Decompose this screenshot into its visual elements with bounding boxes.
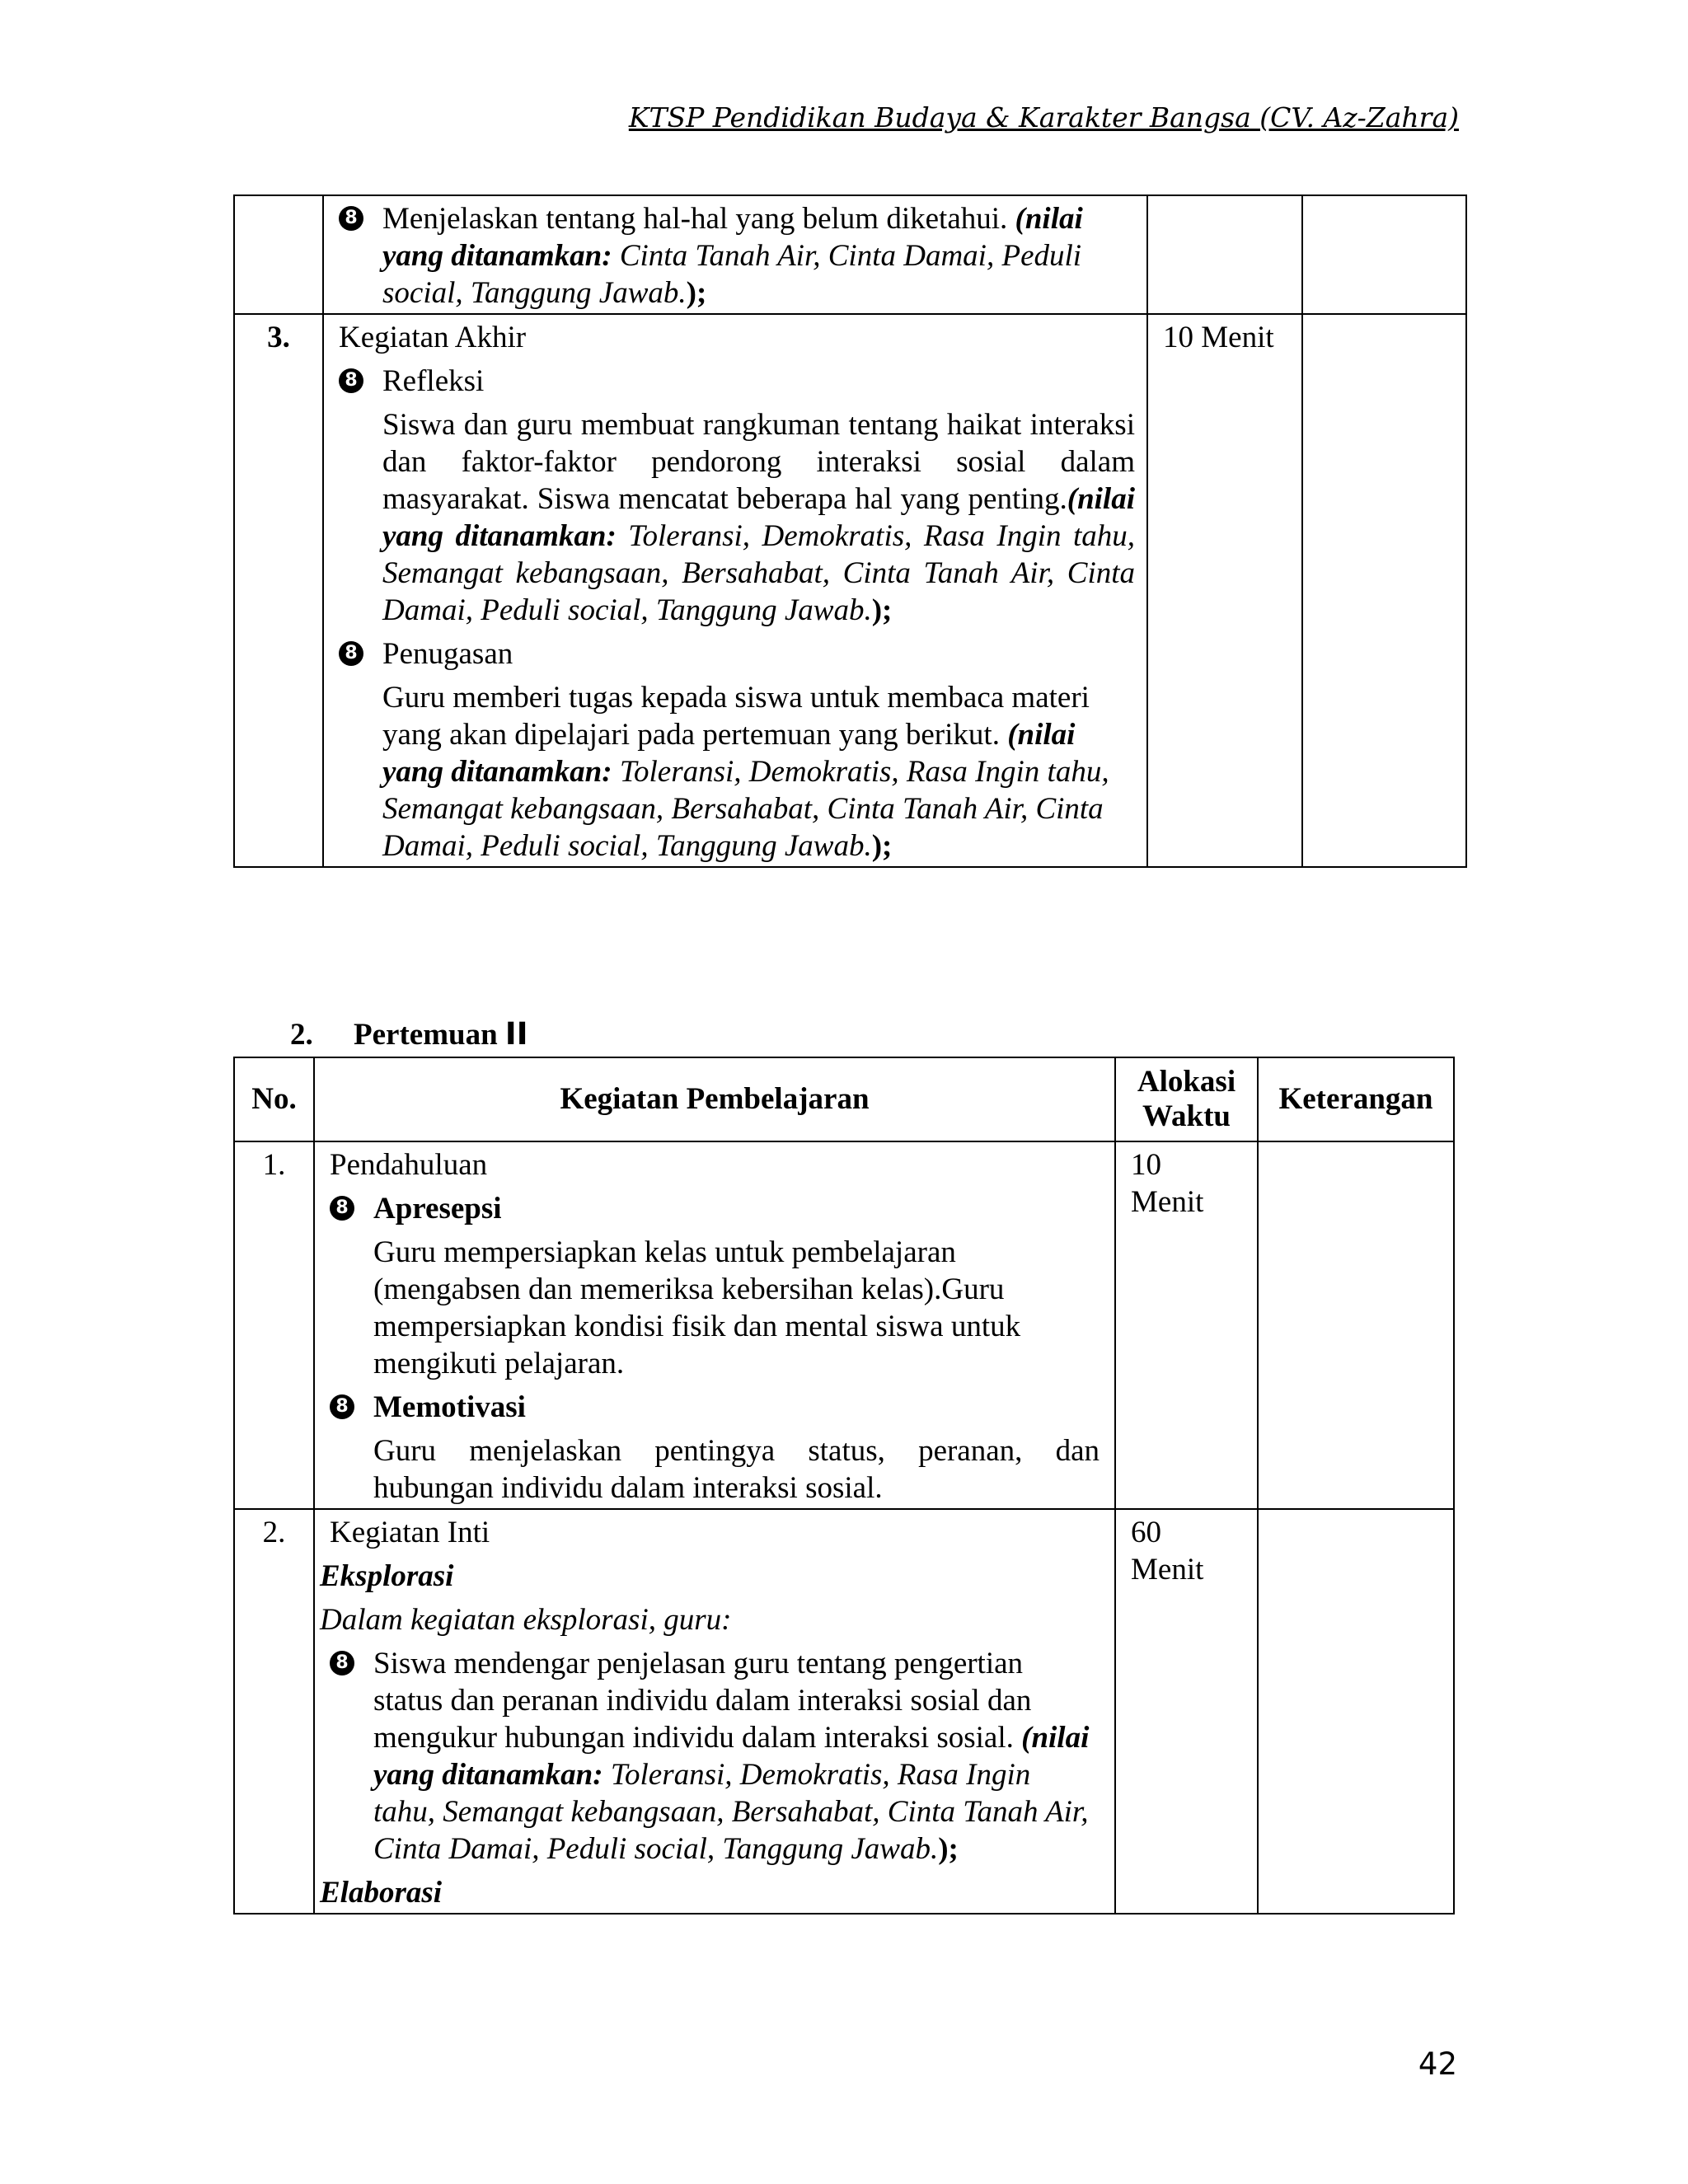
section-title: 2. Pertemuan II: [290, 1016, 528, 1052]
time-cell: 10 Menit: [1147, 314, 1302, 867]
activity-title: Kegiatan Inti: [330, 1516, 490, 1549]
table-header-row: [234, 1057, 1454, 1141]
activity-cell: [323, 195, 1147, 314]
bullet-icon: 8: [339, 206, 363, 231]
column-header-no: No.: [234, 1057, 314, 1141]
list-item: 8 Apresepsi: [320, 1190, 1100, 1227]
time-cell: [1147, 195, 1302, 314]
note-cell: [1302, 195, 1466, 314]
list-item: 8 Refleksi: [329, 363, 1135, 400]
number-cell: 3.: [234, 314, 323, 867]
activity-cell: [314, 1141, 1115, 1509]
list-item: 8 Menjelaskan tentang hal-hal yang belum diketahui. (nilai yang ditanamkan: Cinta Tanah Air, Cinta Damai, Peduli social, Tanggung Jawab.);: [329, 200, 1135, 312]
elaborasi-title: Elaborasi: [320, 1876, 443, 1910]
penugasan-text: Guru memberi tugas kepada siswa untuk membaca materi yang akan dipelajari pada pertemuan yang berikut. (nilai yang ditanamkan: Toleransi, Demokratis, Rasa Ingin tahu, Semangat kebangsaan, Bersahabat, Cinta Tanah Air, Cinta Damai, Peduli social, Tanggung Jawab.);: [382, 681, 1109, 863]
eksplorasi-intro: Dalam kegiatan eksplorasi, guru:: [320, 1603, 732, 1637]
eksplorasi-title: Eksplorasi: [320, 1559, 454, 1593]
bullet-icon: 8: [330, 1651, 354, 1675]
activity-title: Kegiatan Akhir: [339, 321, 527, 354]
number-cell: 1.: [234, 1141, 314, 1509]
time-cell: 60 Menit: [1115, 1509, 1258, 1914]
activity-table-pertemuan-2: [233, 1057, 1455, 1915]
table-row: [234, 1509, 1454, 1914]
number-cell: 2.: [234, 1509, 314, 1914]
column-header-kegiatan: Kegiatan Pembelajaran: [314, 1057, 1115, 1141]
column-header-keterangan: Keterangan: [1258, 1057, 1454, 1141]
time-cell: 10 Menit: [1115, 1141, 1258, 1509]
column-header-alokasi: Alokasi Waktu: [1115, 1057, 1258, 1141]
apresepsi-text: Guru mempersiapkan kelas untuk pembelajaran (mengabsen dan memeriksa kebersihan kelas).Guru mempersiapkan kondisi fisik dan mental siswa untuk mengikuti pelajaran.: [373, 1235, 1021, 1380]
page-header: KTSP Pendidikan Budaya & Karakter Bangsa (CV. Az-Zahra): [628, 101, 1459, 134]
activity-table-continued: [233, 194, 1467, 868]
table-row: [234, 195, 1466, 314]
refleksi-text: Siswa dan guru membuat rangkuman tentang haikat interaksi dan faktor-faktor pendorong interaksi sosial dalam masyarakat. Siswa mencatat beberapa hal yang penting.(nilai yang ditanamkan: Toleransi, Demokratis, Rasa Ingin tahu, Semangat kebangsaan, Bersahabat, Cinta Tanah Air, Cinta Damai, Peduli social, Tanggung Jawab.);: [382, 408, 1135, 627]
table-row: [234, 1141, 1454, 1509]
list-item: 8 Siswa mendengar penjelasan guru tentang pengertian status dan peranan individu dalam interaksi sosial dan mengukur hubungan individu dalam interaksi sosial. (nilai yang ditanamkan: Toleransi, Demokratis, Rasa Ingin tahu, Semangat kebangsaan, Bersahabat, Cinta Tanah Air, Cinta Damai, Peduli social, Tanggung Jawab.);: [320, 1645, 1100, 1868]
bullet-icon: 8: [330, 1394, 354, 1419]
bullet-icon: 8: [330, 1196, 354, 1221]
activity-cell: [314, 1509, 1115, 1914]
note-cell: [1258, 1141, 1454, 1509]
note-cell: [1258, 1509, 1454, 1914]
list-item: 8 Penugasan: [329, 635, 1135, 673]
page-number: 42: [1418, 2046, 1457, 2082]
memotivasi-text: Guru menjelaskan pentingya status, peranan, dan hubungan individu dalam interaksi sosial.: [373, 1434, 1100, 1505]
table-row: [234, 314, 1466, 867]
activity-title: Pendahuluan: [330, 1148, 488, 1182]
note-cell: [1302, 314, 1466, 867]
activity-cell: [323, 314, 1147, 867]
number-cell: [234, 195, 323, 314]
bullet-icon: 8: [339, 641, 363, 666]
bullet-icon: 8: [339, 368, 363, 393]
list-item: 8 Memotivasi: [320, 1389, 1100, 1426]
